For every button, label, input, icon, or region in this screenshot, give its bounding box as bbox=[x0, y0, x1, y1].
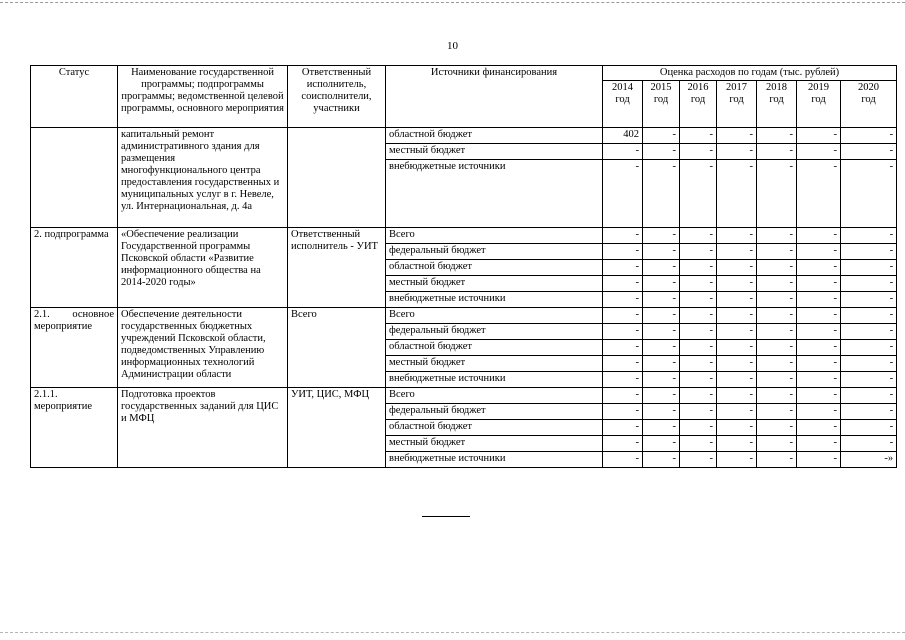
expense-value-2016: - bbox=[680, 260, 717, 276]
funding-source-cell: Всего bbox=[386, 308, 603, 324]
funding-source-cell: Всего bbox=[386, 228, 603, 244]
status-cell: 2. подпрограмма bbox=[31, 228, 118, 308]
expense-value-2016: - bbox=[680, 356, 717, 372]
expense-value-2020: - bbox=[841, 260, 897, 276]
expense-value-2016: - bbox=[680, 292, 717, 308]
expense-value-2014: - bbox=[603, 324, 643, 340]
expense-value-2014: - bbox=[603, 404, 643, 420]
program-name-cell: Подготовка проектов государственных заданий для ЦИС и МФЦ bbox=[118, 388, 288, 468]
expense-value-2016: - bbox=[680, 308, 717, 324]
expense-value-2018: - bbox=[757, 244, 797, 260]
expense-value-2016: - bbox=[680, 452, 717, 468]
expense-value-2019: - bbox=[797, 228, 841, 244]
header-status: Статус bbox=[31, 66, 118, 128]
expense-value-2017: - bbox=[717, 420, 757, 436]
expense-value-2018: - bbox=[757, 324, 797, 340]
header-year-unit: год bbox=[615, 94, 630, 105]
expense-value-2014: - bbox=[603, 308, 643, 324]
expense-value-2020: - bbox=[841, 436, 897, 452]
expense-value-2017: - bbox=[717, 324, 757, 340]
status-number: 2.1. bbox=[34, 309, 50, 320]
header-year-unit: год bbox=[861, 94, 876, 105]
expense-value-2014: - bbox=[603, 340, 643, 356]
expense-value-2020: - bbox=[841, 340, 897, 356]
header-year-value: 2018 bbox=[766, 82, 787, 93]
funding-source-cell: областной бюджет bbox=[386, 340, 603, 356]
program-name-cell: Обеспечение деятельности государственных бюджетных учреждений Псковской области, подведомственных Управлению информационных технологий Администрации области bbox=[118, 308, 288, 388]
expense-value-2017: - bbox=[717, 436, 757, 452]
expense-value-2019: - bbox=[797, 128, 841, 144]
expense-value-2020: - bbox=[841, 144, 897, 160]
expense-value-2018: - bbox=[757, 372, 797, 388]
header-year-2019 bbox=[797, 81, 841, 128]
scan-artifact-top bbox=[0, 2, 905, 3]
expense-value-2017: - bbox=[717, 128, 757, 144]
responsible-cell: УИТ, ЦИС, МФЦ bbox=[288, 388, 386, 468]
expense-value-2019: - bbox=[797, 260, 841, 276]
funding-source-cell: федеральный бюджет bbox=[386, 244, 603, 260]
funding-source-cell: федеральный бюджет bbox=[386, 324, 603, 340]
expense-value-2014: - bbox=[603, 356, 643, 372]
header-name: Наименование государственной программы; подпрограммы программы; ведомственной целевой программы, основного мероприятия bbox=[118, 66, 288, 128]
expense-value-2017: - bbox=[717, 292, 757, 308]
expense-value-2018: - bbox=[757, 292, 797, 308]
expense-value-2015: - bbox=[643, 244, 680, 260]
status-cell: 2.1.1. мероприятие bbox=[31, 388, 118, 468]
expense-value-2019: - bbox=[797, 160, 841, 228]
expense-value-2018: - bbox=[757, 404, 797, 420]
expense-value-2019: - bbox=[797, 452, 841, 468]
expense-value-2020: -» bbox=[841, 452, 897, 468]
expense-value-2016: - bbox=[680, 420, 717, 436]
header-year-value: 2015 bbox=[650, 82, 672, 93]
expense-value-2017: - bbox=[717, 228, 757, 244]
expense-value-2015: - bbox=[643, 292, 680, 308]
header-year-value: 2020 bbox=[858, 82, 880, 93]
expense-value-2015: - bbox=[643, 324, 680, 340]
funding-source-cell: местный бюджет bbox=[386, 356, 603, 372]
expense-value-2019: - bbox=[797, 324, 841, 340]
expense-value-2020: - bbox=[841, 372, 897, 388]
expense-value-2020: - bbox=[841, 404, 897, 420]
header-year-value: 2016 bbox=[687, 82, 709, 93]
expense-value-2018: - bbox=[757, 388, 797, 404]
expense-value-2018: - bbox=[757, 420, 797, 436]
responsible-cell: Ответственный исполнитель - УИТ bbox=[288, 228, 386, 308]
expense-value-2018: - bbox=[757, 340, 797, 356]
expense-value-2015: - bbox=[643, 276, 680, 292]
header-year-unit: год bbox=[729, 94, 744, 105]
expense-value-2020: - bbox=[841, 128, 897, 144]
expense-value-2019: - bbox=[797, 436, 841, 452]
responsible-cell: Всего bbox=[288, 308, 386, 388]
table-row bbox=[31, 128, 897, 144]
expense-value-2014: - bbox=[603, 144, 643, 160]
expense-value-2019: - bbox=[797, 292, 841, 308]
expense-value-2016: - bbox=[680, 160, 717, 228]
expense-value-2019: - bbox=[797, 420, 841, 436]
status-cell bbox=[31, 308, 118, 388]
page-number: 10 bbox=[447, 40, 458, 52]
funding-source-cell: областной бюджет bbox=[386, 260, 603, 276]
expense-value-2016: - bbox=[680, 388, 717, 404]
expense-value-2014: - bbox=[603, 244, 643, 260]
header-year-value: 2014 bbox=[612, 82, 633, 93]
expense-value-2014: - bbox=[603, 420, 643, 436]
expense-value-2016: - bbox=[680, 340, 717, 356]
expense-value-2017: - bbox=[717, 356, 757, 372]
expense-value-2015: - bbox=[643, 260, 680, 276]
header-responsible: Ответственный исполнитель, соисполнители, участники bbox=[288, 66, 386, 128]
expense-value-2017: - bbox=[717, 388, 757, 404]
expense-value-2015: - bbox=[643, 128, 680, 144]
expense-value-2015: - bbox=[643, 228, 680, 244]
expense-value-2020: - bbox=[841, 356, 897, 372]
expense-value-2017: - bbox=[717, 404, 757, 420]
expense-value-2015: - bbox=[643, 372, 680, 388]
status-type: основное bbox=[72, 309, 114, 320]
expense-value-2014: - bbox=[603, 160, 643, 228]
expense-value-2016: - bbox=[680, 404, 717, 420]
expense-value-2020: - bbox=[841, 388, 897, 404]
expense-value-2019: - bbox=[797, 308, 841, 324]
funding-source-cell: внебюджетные источники bbox=[386, 372, 603, 388]
header-year-unit: год bbox=[769, 94, 784, 105]
expense-value-2020: - bbox=[841, 420, 897, 436]
table-body bbox=[31, 128, 897, 468]
header-year-value: 2017 bbox=[726, 82, 747, 93]
header-year-2016 bbox=[680, 81, 717, 128]
responsible-cell bbox=[288, 128, 386, 228]
scan-artifact-bottom bbox=[0, 632, 905, 633]
expense-value-2017: - bbox=[717, 244, 757, 260]
expense-value-2018: - bbox=[757, 452, 797, 468]
funding-source-cell: местный бюджет bbox=[386, 436, 603, 452]
funding-source-cell: внебюджетные источники bbox=[386, 452, 603, 468]
expense-value-2020: - bbox=[841, 244, 897, 260]
header-year-value: 2019 bbox=[808, 82, 829, 93]
expense-value-2015: - bbox=[643, 160, 680, 228]
header-year-2014 bbox=[603, 81, 643, 128]
expense-value-2014: - bbox=[603, 372, 643, 388]
expense-value-2019: - bbox=[797, 372, 841, 388]
end-rule bbox=[422, 516, 470, 517]
expense-value-2016: - bbox=[680, 436, 717, 452]
expense-value-2016: - bbox=[680, 276, 717, 292]
expense-value-2019: - bbox=[797, 356, 841, 372]
header-year-2017 bbox=[717, 81, 757, 128]
expense-value-2018: - bbox=[757, 160, 797, 228]
expense-value-2014: - bbox=[603, 260, 643, 276]
funding-source-cell: местный бюджет bbox=[386, 144, 603, 160]
expense-value-2020: - bbox=[841, 276, 897, 292]
expense-value-2016: - bbox=[680, 244, 717, 260]
expense-value-2015: - bbox=[643, 452, 680, 468]
funding-source-cell: внебюджетные источники bbox=[386, 160, 603, 228]
status-cell bbox=[31, 128, 118, 228]
expense-value-2019: - bbox=[797, 404, 841, 420]
table-row bbox=[31, 308, 897, 324]
header-year-2018 bbox=[757, 81, 797, 128]
expense-value-2017: - bbox=[717, 308, 757, 324]
expense-value-2015: - bbox=[643, 420, 680, 436]
expense-value-2016: - bbox=[680, 372, 717, 388]
table-row bbox=[31, 388, 897, 404]
expense-value-2014: - bbox=[603, 436, 643, 452]
expense-value-2015: - bbox=[643, 388, 680, 404]
expense-value-2019: - bbox=[797, 340, 841, 356]
expense-value-2019: - bbox=[797, 144, 841, 160]
header-year-unit: год bbox=[690, 94, 706, 105]
expense-value-2016: - bbox=[680, 144, 717, 160]
expense-value-2020: - bbox=[841, 308, 897, 324]
expense-value-2014: - bbox=[603, 276, 643, 292]
expense-value-2019: - bbox=[797, 388, 841, 404]
table-row bbox=[31, 228, 897, 244]
expense-value-2018: - bbox=[757, 308, 797, 324]
expense-value-2018: - bbox=[757, 128, 797, 144]
expense-value-2016: - bbox=[680, 228, 717, 244]
header-year-unit: год bbox=[653, 94, 669, 105]
header-sources: Источники финансирования bbox=[386, 66, 603, 128]
expense-value-2018: - bbox=[757, 228, 797, 244]
program-name-cell: «Обеспечение реализации Государственной программы Псковской области «Развитие информационного общества на 2014-2020 годы» bbox=[118, 228, 288, 308]
funding-source-cell: местный бюджет bbox=[386, 276, 603, 292]
expense-value-2017: - bbox=[717, 452, 757, 468]
header-estimate: Оценка расходов по годам (тыс. рублей) bbox=[603, 66, 897, 81]
expense-value-2018: - bbox=[757, 436, 797, 452]
funding-source-cell: внебюджетные источники bbox=[386, 292, 603, 308]
header-year-unit: год bbox=[811, 94, 826, 105]
funding-source-cell: областной бюджет bbox=[386, 420, 603, 436]
expense-value-2014: 402 bbox=[603, 128, 643, 144]
expense-value-2017: - bbox=[717, 372, 757, 388]
expense-value-2020: - bbox=[841, 160, 897, 228]
expense-value-2020: - bbox=[841, 228, 897, 244]
expense-value-2015: - bbox=[643, 356, 680, 372]
program-name-cell: капитальный ремонт административного здания для размещения многофункционального центра предоставления государственных и муниципальных услуг в г. Невеле, ул. Интернациональная, д. 4а bbox=[118, 128, 288, 228]
expense-value-2014: - bbox=[603, 228, 643, 244]
expense-value-2017: - bbox=[717, 160, 757, 228]
status-type-cont: мероприятие bbox=[34, 321, 92, 332]
expense-value-2016: - bbox=[680, 324, 717, 340]
expense-value-2017: - bbox=[717, 260, 757, 276]
header-row bbox=[31, 66, 897, 81]
expense-value-2015: - bbox=[643, 340, 680, 356]
expense-value-2017: - bbox=[717, 340, 757, 356]
funding-source-cell: федеральный бюджет bbox=[386, 404, 603, 420]
expense-value-2015: - bbox=[643, 404, 680, 420]
expense-value-2018: - bbox=[757, 144, 797, 160]
funding-source-cell: областной бюджет bbox=[386, 128, 603, 144]
funding-source-cell: Всего bbox=[386, 388, 603, 404]
expense-value-2019: - bbox=[797, 276, 841, 292]
expense-value-2015: - bbox=[643, 308, 680, 324]
expense-value-2014: - bbox=[603, 388, 643, 404]
expense-value-2014: - bbox=[603, 452, 643, 468]
expense-value-2019: - bbox=[797, 244, 841, 260]
expense-value-2020: - bbox=[841, 324, 897, 340]
expense-value-2018: - bbox=[757, 276, 797, 292]
expense-value-2018: - bbox=[757, 356, 797, 372]
header-year-2015 bbox=[643, 81, 680, 128]
expense-value-2015: - bbox=[643, 436, 680, 452]
expense-value-2014: - bbox=[603, 292, 643, 308]
expense-value-2017: - bbox=[717, 276, 757, 292]
expense-value-2018: - bbox=[757, 260, 797, 276]
expense-value-2016: - bbox=[680, 128, 717, 144]
expense-value-2015: - bbox=[643, 144, 680, 160]
header-year-2020 bbox=[841, 81, 897, 128]
expense-value-2020: - bbox=[841, 292, 897, 308]
expense-value-2017: - bbox=[717, 144, 757, 160]
budget-table bbox=[30, 65, 897, 468]
